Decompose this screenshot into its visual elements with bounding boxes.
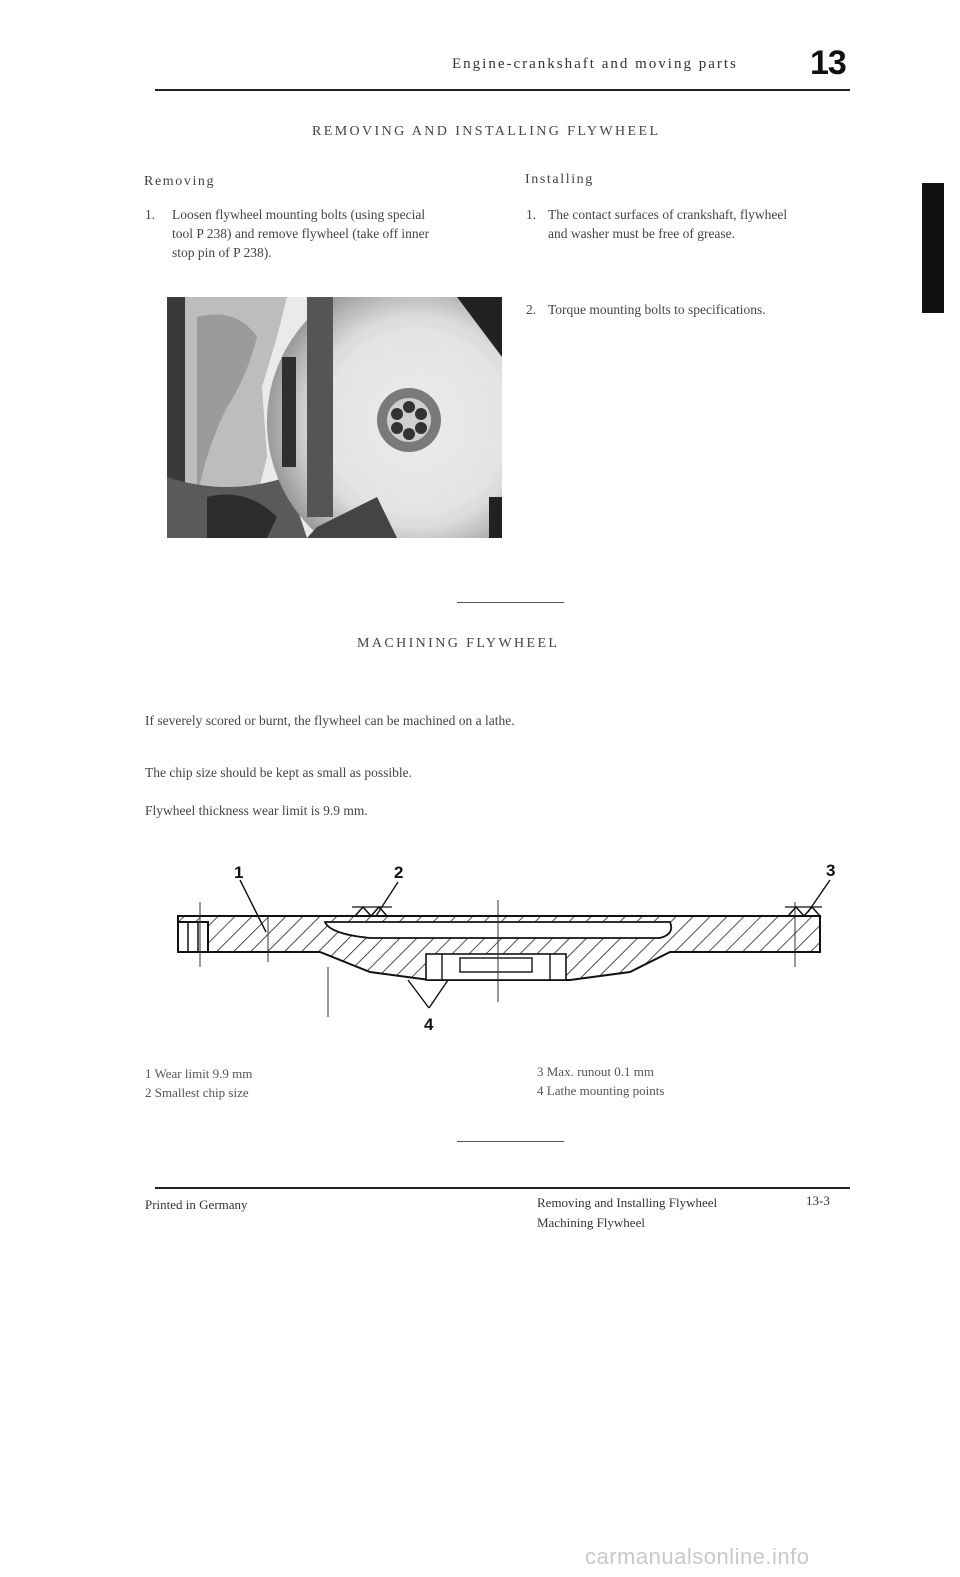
footer-topics <box>537 1193 717 1233</box>
section-separator <box>457 1141 564 1142</box>
flywheel-cross-section-diagram <box>170 862 850 1042</box>
section-title-removing-installing: REMOVING AND INSTALLING FLYWHEEL <box>312 124 661 139</box>
legend-item: 2 Smallest chip size <box>145 1085 249 1100</box>
thumb-index-tab <box>922 183 944 313</box>
footer-topic: Removing and Installing Flywheel <box>537 1195 718 1210</box>
header-rule <box>155 89 850 91</box>
legend-item: 1 Wear limit 9.9 mm <box>145 1066 253 1081</box>
removing-heading: Removing <box>144 174 216 189</box>
callout-3: 3 <box>826 862 836 880</box>
installing-heading: Installing <box>525 172 594 187</box>
footer-rule <box>155 1187 850 1189</box>
step-number: 1. <box>526 207 537 222</box>
callout-2: 2 <box>394 863 404 882</box>
section-title-machining: MACHINING FLYWHEEL <box>357 636 560 651</box>
legend-left <box>145 1064 252 1102</box>
paragraph-chip-size: The chip size should be kept as small as possible. <box>145 765 412 780</box>
step-line: Torque mounting bolts to specifications. <box>548 302 766 317</box>
step-line: tool P 238) and remove flywheel (take off inner <box>172 226 430 241</box>
step-line: The contact surfaces of crankshaft, flywheel <box>548 207 788 222</box>
surface-finish-symbol <box>788 907 820 916</box>
step-number: 1. <box>145 207 156 222</box>
step-line: stop pin of P 238). <box>172 245 272 260</box>
section-separator <box>457 602 564 603</box>
legend-item: 4 Lathe mounting points <box>537 1083 665 1098</box>
legend-item: 3 Max. runout 0.1 mm <box>537 1064 654 1079</box>
footer-printed-in: Printed in Germany <box>145 1197 248 1212</box>
step-line: and washer must be free of grease. <box>548 226 736 241</box>
step-number: 2. <box>526 302 537 317</box>
section-number: 13 <box>810 44 846 82</box>
watermark: carmanualsonline.info <box>585 1544 810 1569</box>
page-number: 13-3 <box>806 1193 830 1208</box>
callout-4: 4 <box>424 1015 434 1034</box>
running-title: Engine-crankshaft and moving parts <box>452 56 738 72</box>
legend-right <box>537 1062 664 1100</box>
paragraph-wear-limit: Flywheel thickness wear limit is 9.9 mm. <box>145 803 368 818</box>
ring-gear-left <box>178 922 208 952</box>
step-line: Loosen flywheel mounting bolts (using special <box>172 207 426 222</box>
surface-finish-symbol <box>355 907 387 916</box>
paragraph-machining: If severely scored or burnt, the flywheel can be machined on a lathe. <box>145 713 515 728</box>
callout-1: 1 <box>234 863 244 882</box>
flywheel-removal-photo <box>167 297 502 538</box>
footer-topic: Machining Flywheel <box>537 1215 645 1230</box>
